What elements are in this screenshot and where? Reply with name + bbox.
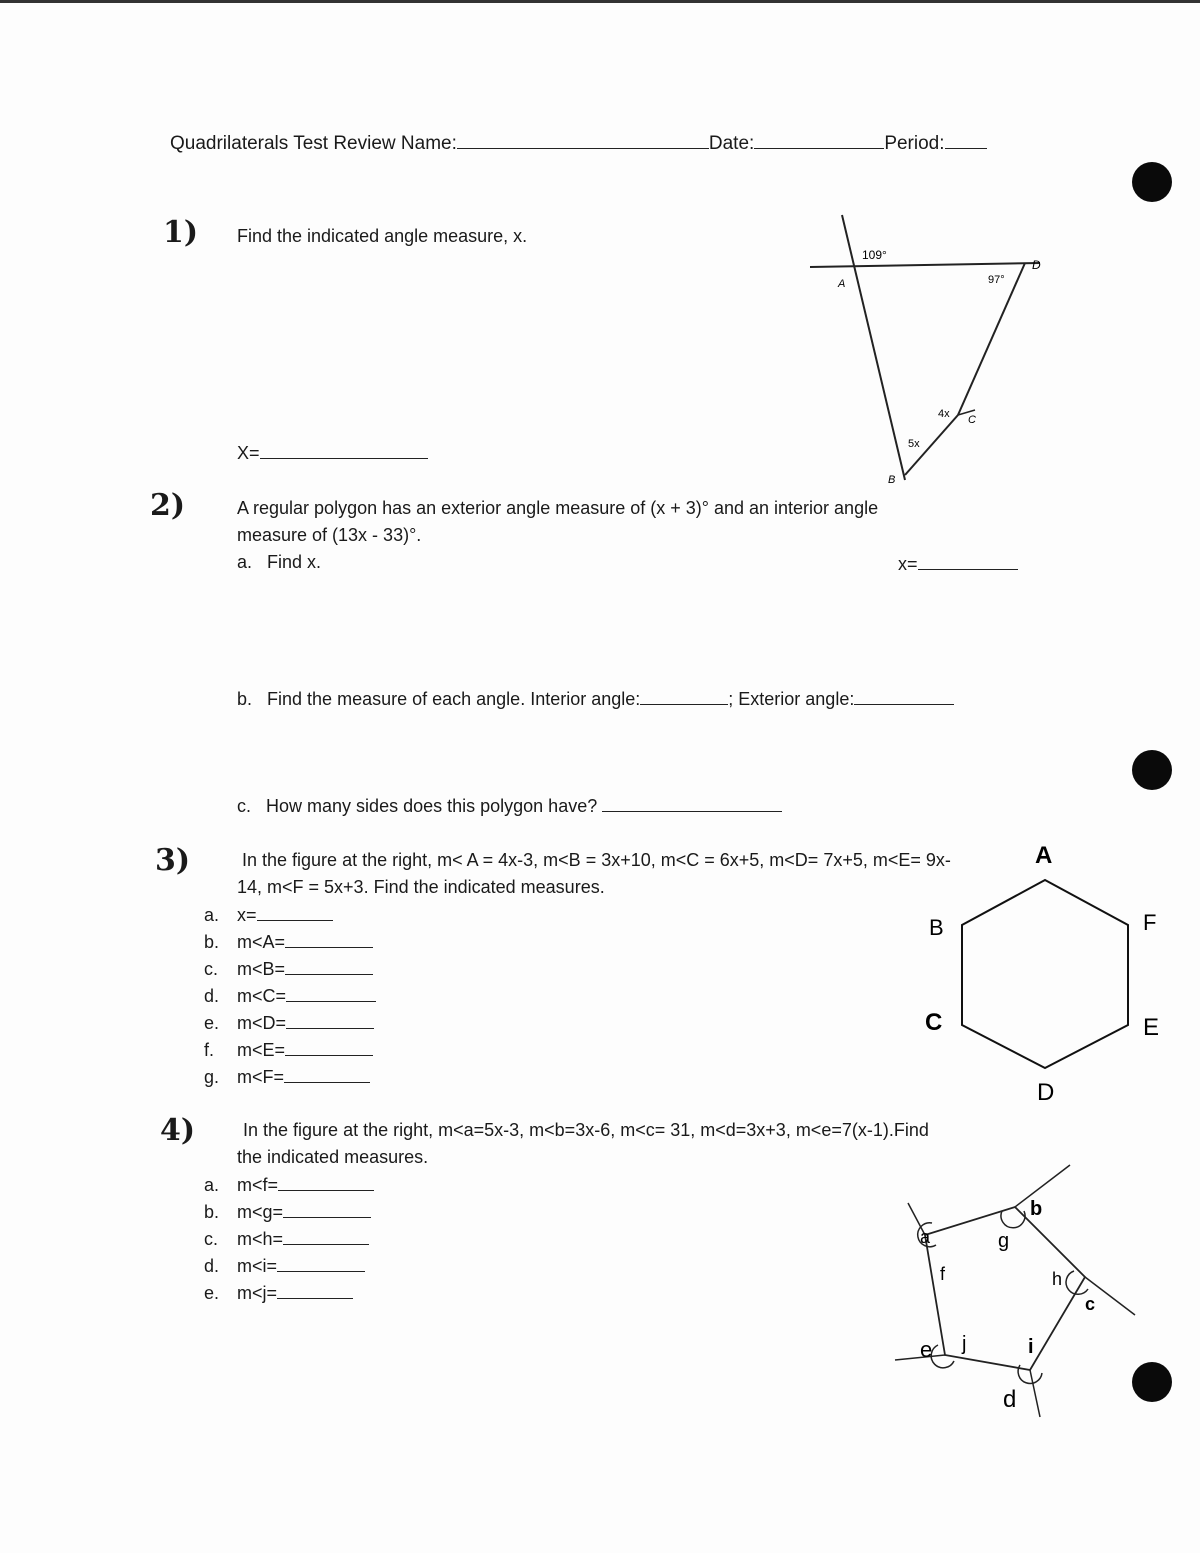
q3-hexagon (962, 880, 1128, 1068)
q4-item-blank (278, 1172, 374, 1191)
q3-vertex-c: C (925, 1009, 943, 1036)
name-label: Name: (400, 133, 457, 154)
q4-ray-top (1015, 1165, 1070, 1207)
q1-number: 1) (163, 215, 199, 250)
q4-ray-bottom (1030, 1370, 1040, 1417)
q2-line2: measure of (13x - 33)°. (237, 525, 422, 545)
q1-label-c: C (968, 414, 976, 426)
date-label: Date: (708, 133, 755, 154)
q3-item (204, 902, 333, 928)
q3-item (204, 1010, 374, 1036)
q4-item (204, 1172, 374, 1198)
q3-item-letter: b. (204, 932, 220, 952)
q4-label-g: g (998, 1230, 1010, 1252)
q2-b-letter: b. (237, 689, 253, 709)
q3-line1: In the figure at the right, m< A = 4x-3, m<B = 3x+10, m<C = 6x+5, m<D= 7x+5, m<E= 9x- (242, 850, 951, 870)
q1-label-d: D (1032, 258, 1041, 272)
q3-item-blank (284, 1064, 370, 1083)
q3-item-label: m<A= (237, 932, 286, 952)
q4-item-blank (277, 1253, 365, 1272)
q2-exterior-blank (854, 686, 954, 705)
q1-answer-blank (260, 440, 428, 459)
q4-item-blank (277, 1280, 353, 1299)
period-blank (945, 130, 987, 149)
q3-item (204, 1064, 370, 1090)
scan-top-edge (0, 0, 1200, 3)
q4-label-e: e (920, 1337, 933, 1362)
name-blank (457, 130, 709, 149)
q1-answer (237, 440, 428, 466)
q3-item-label: m<F= (237, 1067, 285, 1087)
q3-item-label: m<B= (237, 959, 286, 979)
q2-a-answer-label: x= (898, 554, 918, 574)
q3-vertex-d: D (1037, 1079, 1055, 1106)
q3-item-blank (285, 1037, 373, 1056)
q1-prompt: Find the indicated angle measure, x. (237, 226, 528, 246)
punch-hole-top (1132, 162, 1172, 202)
q4-item-label: m<g= (237, 1202, 284, 1222)
q3-item-letter: c. (204, 959, 219, 979)
q1-angle-low: 4x (938, 408, 950, 420)
q4-label-d: d (1003, 1386, 1017, 1413)
q4-item (204, 1199, 371, 1225)
q2-c-letter: c. (237, 796, 252, 816)
q4-label-i: i (1028, 1336, 1034, 1358)
q3-number: 3) (155, 843, 191, 878)
q1-angle-top: 109° (862, 248, 887, 262)
q3-vertex-a: A (1035, 842, 1053, 869)
q4-label-c: c (1085, 1294, 1096, 1314)
q1-angle-right: 97° (988, 274, 1005, 286)
q1-angle-bottom: 5x (908, 438, 920, 450)
q4-item-label: m<f= (237, 1175, 279, 1195)
q3-vertex-e: E (1143, 1014, 1160, 1041)
q4-label-j: j (962, 1333, 967, 1355)
q1-label-b: B (888, 474, 896, 486)
q3-item-letter: a. (204, 905, 220, 925)
q1-figure (790, 205, 1060, 495)
q2-number: 2) (150, 488, 186, 523)
q3-item-label: m<D= (237, 1013, 287, 1033)
q3-item-letter: d. (204, 986, 220, 1006)
q3-item-letter: g. (204, 1067, 220, 1087)
q2-a-answer (898, 551, 1018, 577)
q2-line1: A regular polygon has an exterior angle measure of (x + 3)° and an interior angle (237, 498, 879, 518)
q2-part-b (237, 686, 954, 712)
q2-b-text: Find the measure of each angle. Interior angle: (267, 689, 641, 709)
q4-number: 4) (160, 1113, 196, 1148)
q3-item (204, 1037, 373, 1063)
date-blank (754, 130, 884, 149)
q3-item-blank (286, 1010, 374, 1029)
q2-interior-blank (640, 686, 728, 705)
q4-item-blank (283, 1226, 369, 1245)
q4-pentagon-figure (880, 1155, 1150, 1425)
worksheet-title: Quadrilaterals Test Review (170, 133, 396, 154)
q4-item-label: m<j= (237, 1283, 278, 1303)
header-line (170, 130, 987, 157)
q2-b-text2: ; Exterior angle: (728, 689, 855, 709)
q4-item-letter: a. (204, 1175, 220, 1195)
q3-item-blank (285, 929, 373, 948)
q3-item-blank (285, 956, 373, 975)
q3-item-label: m<E= (237, 1040, 286, 1060)
q3-item-label: m<C= (237, 986, 287, 1006)
period-label: Period: (884, 133, 945, 154)
q2-a-letter: a. (237, 552, 253, 572)
q2-part-c (237, 793, 782, 819)
q1-top-line (810, 263, 1040, 267)
q4-label-a: a (920, 1227, 931, 1247)
q3-item-letter: e. (204, 1013, 220, 1033)
q4-item-letter: d. (204, 1256, 220, 1276)
q2-c-blank (602, 793, 782, 812)
q1-label-a: A (838, 278, 846, 290)
q4-label-b: b (1030, 1198, 1043, 1220)
q4-item-letter: e. (204, 1283, 220, 1303)
q3-vertex-b: B (929, 915, 944, 940)
q3-item (204, 929, 373, 955)
q3-item (204, 983, 376, 1009)
q2-a-answer-blank (918, 551, 1018, 570)
q4-item-letter: c. (204, 1229, 219, 1249)
q4-item (204, 1253, 365, 1279)
q3-item-label: x= (237, 905, 257, 925)
q1-answer-label: X= (237, 443, 260, 463)
q3-hexagon-figure (915, 835, 1175, 1110)
q2-c-text: How many sides does this polygon have? (266, 796, 598, 816)
q2-a-text: Find x. (267, 552, 322, 572)
q4-item-letter: b. (204, 1202, 220, 1222)
q3-vertex-f: F (1143, 910, 1157, 935)
q4-line2: the indicated measures. (237, 1147, 429, 1167)
punch-hole-middle (1132, 750, 1172, 790)
q2-part-a (237, 549, 321, 575)
q4-label-f: f (940, 1264, 946, 1284)
q4-item-label: m<i= (237, 1256, 278, 1276)
q4-line1: In the figure at the right, m<a=5x-3, m<b=3x-6, m<c= 31, m<d=3x+3, m<e=7(x-1).Find (243, 1120, 929, 1140)
q4-item (204, 1280, 353, 1306)
q4-label-h: h (1052, 1269, 1063, 1289)
q4-item-blank (283, 1199, 371, 1218)
q3-line2: 14, m<F = 5x+3. Find the indicated measures. (237, 877, 605, 897)
q3-item-blank (257, 902, 333, 921)
q3-item-letter: f. (204, 1040, 215, 1060)
q4-item-label: m<h= (237, 1229, 284, 1249)
q3-item (204, 956, 373, 982)
q4-item (204, 1226, 369, 1252)
q3-item-blank (286, 983, 376, 1002)
